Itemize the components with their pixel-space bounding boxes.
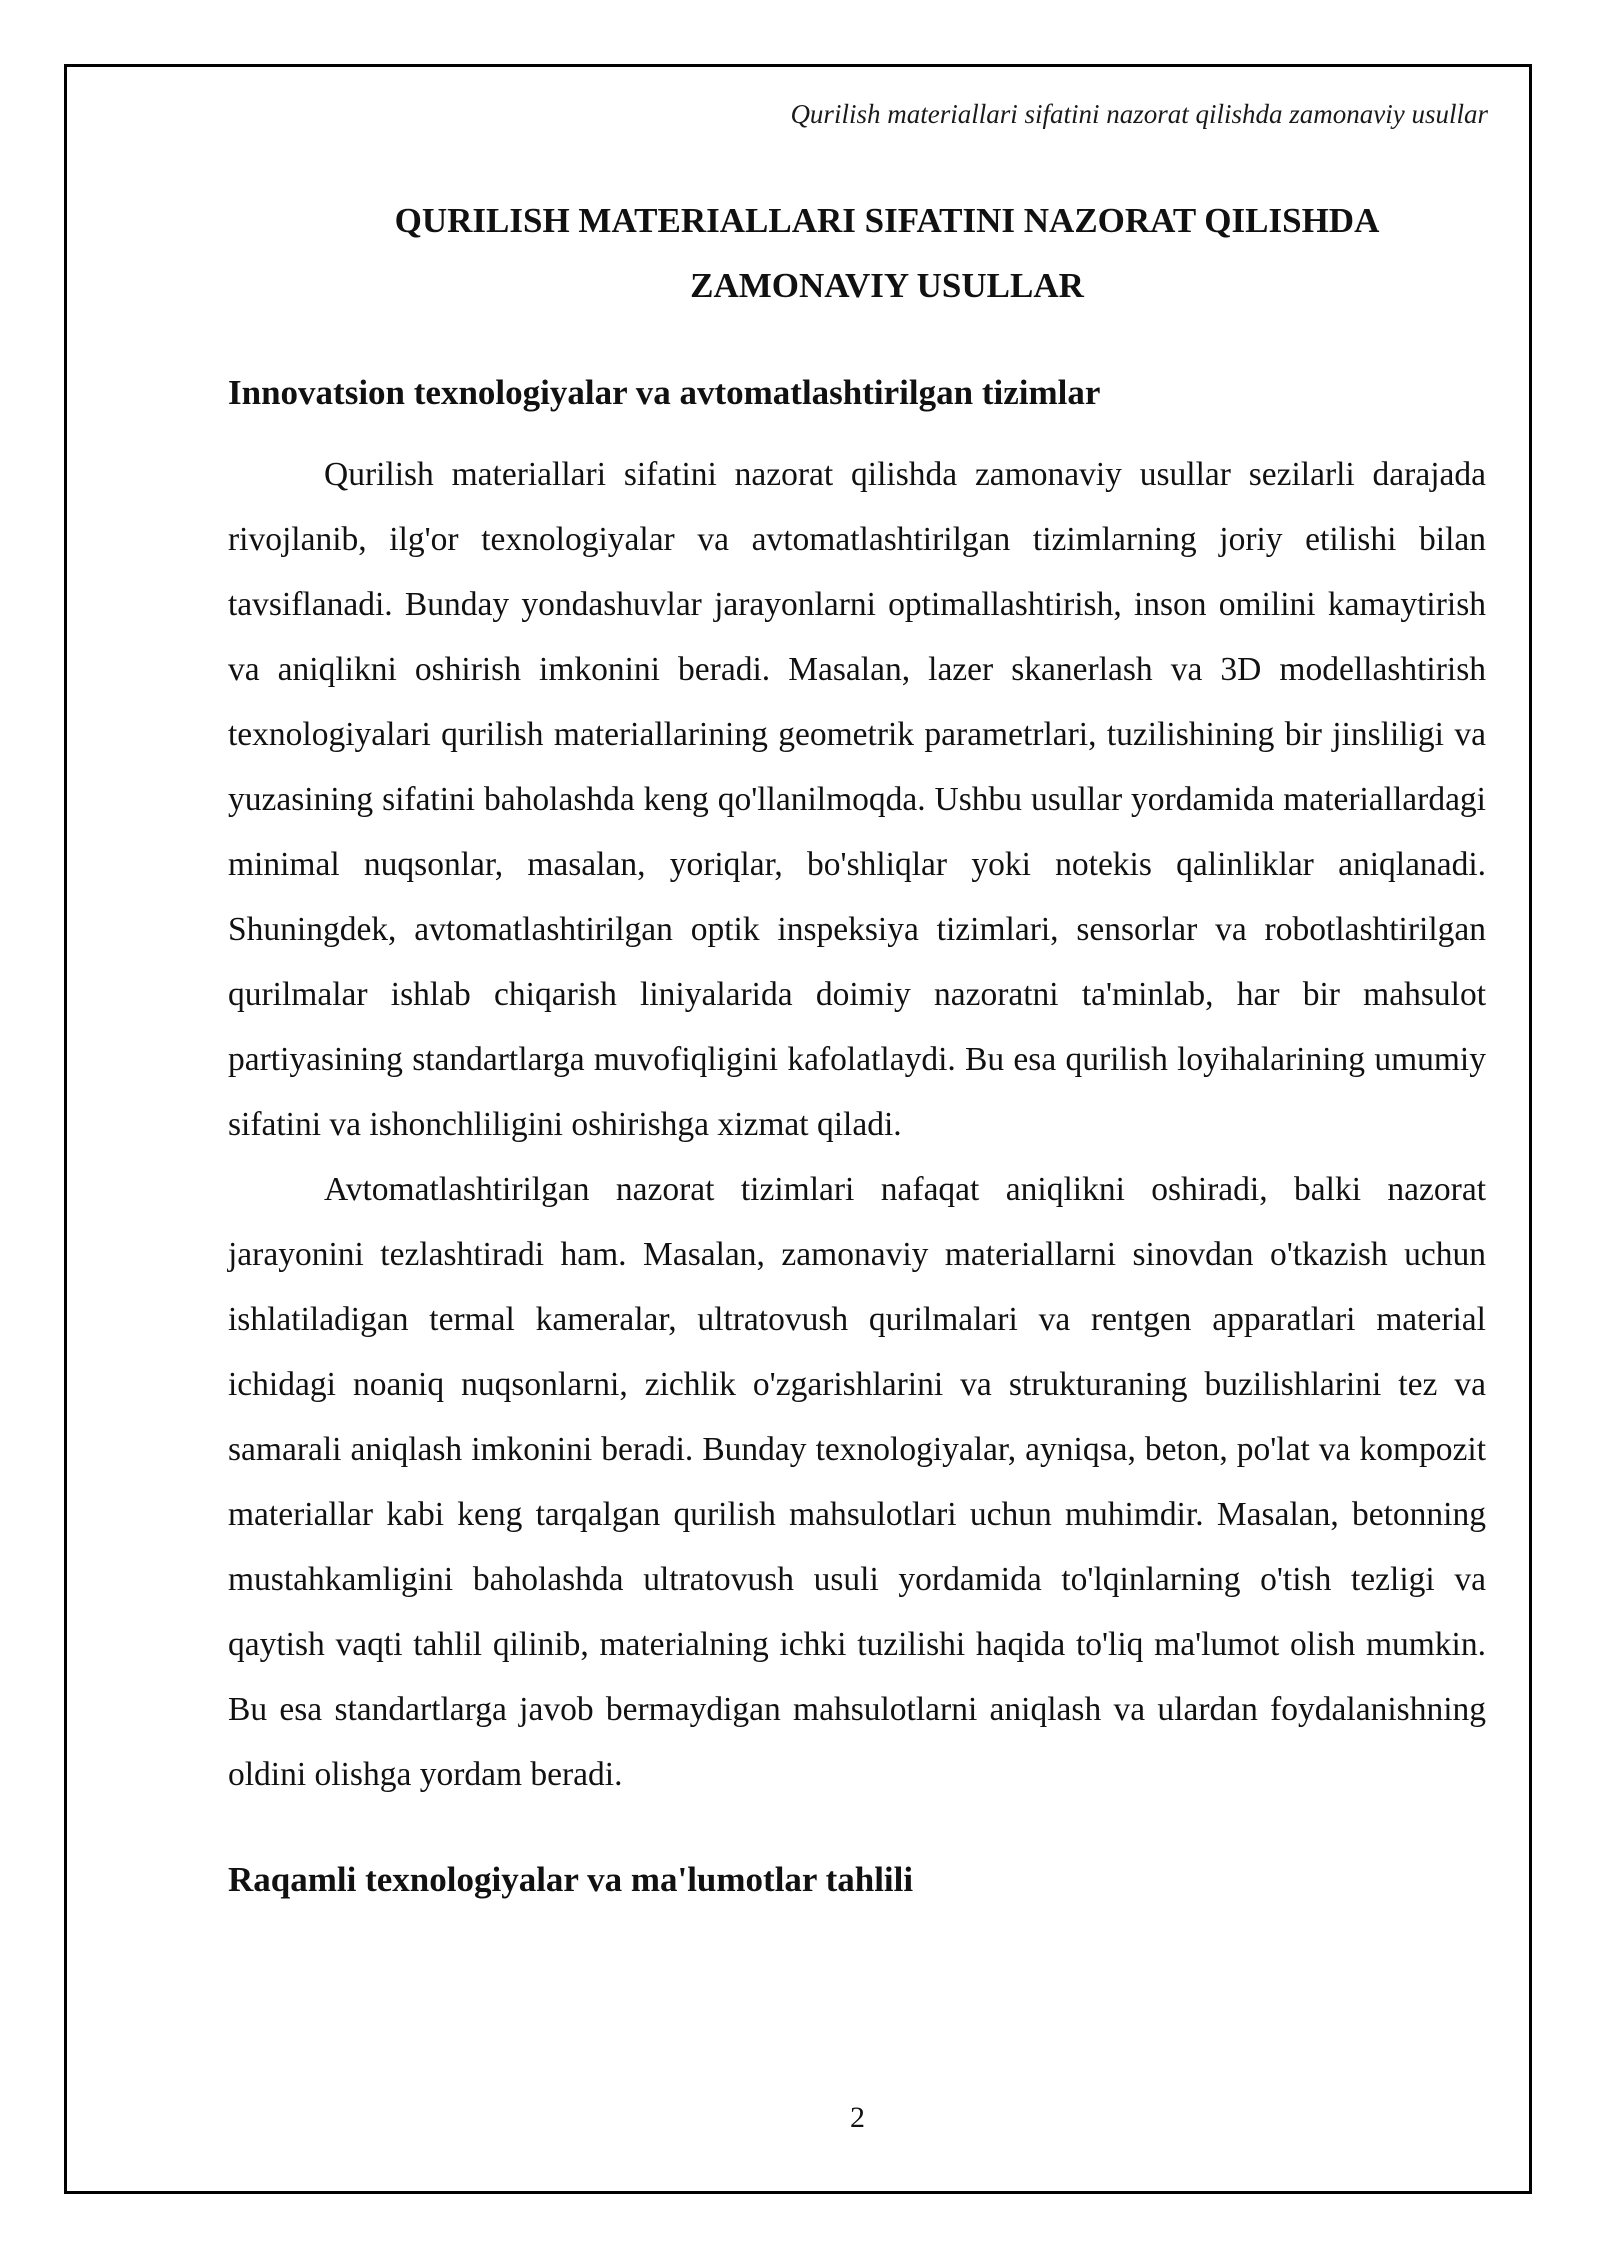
- body-paragraph: Avtomatlashtirilgan nazorat tizimlari nafaqat aniqlikni oshiradi, balki nazorat jarayonini tezlashtiradi ham. Masalan, zamonaviy materiallarni sinovdan o'tkazish uchun ishlatiladigan termal kameralar, ultratovush qurilmalari va rentgen apparatlari material ichidagi noaniq nuqsonlarni, zichlik o'zgarishlarini va strukturaning buzilishlarini tez va samarali aniqlash imkonini beradi. Bunday texnologiyalar, ayniqsa, beton, po'lat va kompozit materiallar kabi keng tarqalgan qurilish mahsulotlari uchun muhimdir. Masalan, betonning mustahkamligini baholashda ultratovush usuli yordamida to'lqinlarning o'tish tezligi va qaytish vaqti tahlil qilinib, materialning ichki tuzilishi haqida to'liq ma'lumot olish mumkin. Bu esa standartlarga javob bermaydigan mahsulotlarni aniqlash va ulardan foydalanishning oldini olishga yordam beradi.: [228, 1171, 1486, 1793]
- document-title: [228, 188, 1486, 318]
- body-paragraph: Qurilish materiallari sifatini nazorat qilishda zamonaviy usullar sezilarli darajada rivojlanib, ilg'or texnologiyalar va avtomatlashtirilgan tizimlarning joriy etilishi bilan tavsiflanadi. Bunday yondashuvlar jarayonlarni optimallashtirish, inson omilini kamaytirish va aniqlikni oshirish imkonini beradi. Masalan, lazer skanerlash va 3D modellashtirish texnologiyalari qurilish materiallarining geometrik parametrlari, tuzilishining bir jinsliligi va yuzasining sifatini baholashda keng qo'llanilmoqda. Ushbu usullar yordamida materiallardagi minimal nuqsonlar, masalan, yoriqlar, bo'shliqlar yoki notekis qalinliklar aniqlanadi. Shuningdek, avtomatlashtirilgan optik inspeksiya tizimlari, sensorlar va robotlashtirilgan qurilmalar ishlab chiqarish liniyalarida doimiy nazoratni ta'minlab, har bir mahsulot partiyasining standartlarga muvofiqligini kafolatlaydi. Bu esa qurilish loyihalarining umumiy sifatini va ishonchliligini oshirishga xizmat qiladi.: [228, 456, 1486, 1143]
- document-body: [228, 188, 1486, 1903]
- document-title-line-2: ZAMONAVIY USULLAR: [690, 266, 1084, 305]
- document-title-line-1: QURILISH MATERIALLARI SIFATINI NAZORAT QILISHDA: [394, 201, 1380, 240]
- running-header: Qurilish materiallari sifatini nazorat qilishda zamonaviy usullar: [790, 99, 1488, 129]
- section-heading: Raqamli texnologiyalar va ma'lumotlar tahlili: [228, 1860, 914, 1899]
- page-number: 2: [850, 2101, 865, 2134]
- section-heading: Innovatsion texnologiyalar va avtomatlashtirilgan tizimlar: [228, 373, 1101, 412]
